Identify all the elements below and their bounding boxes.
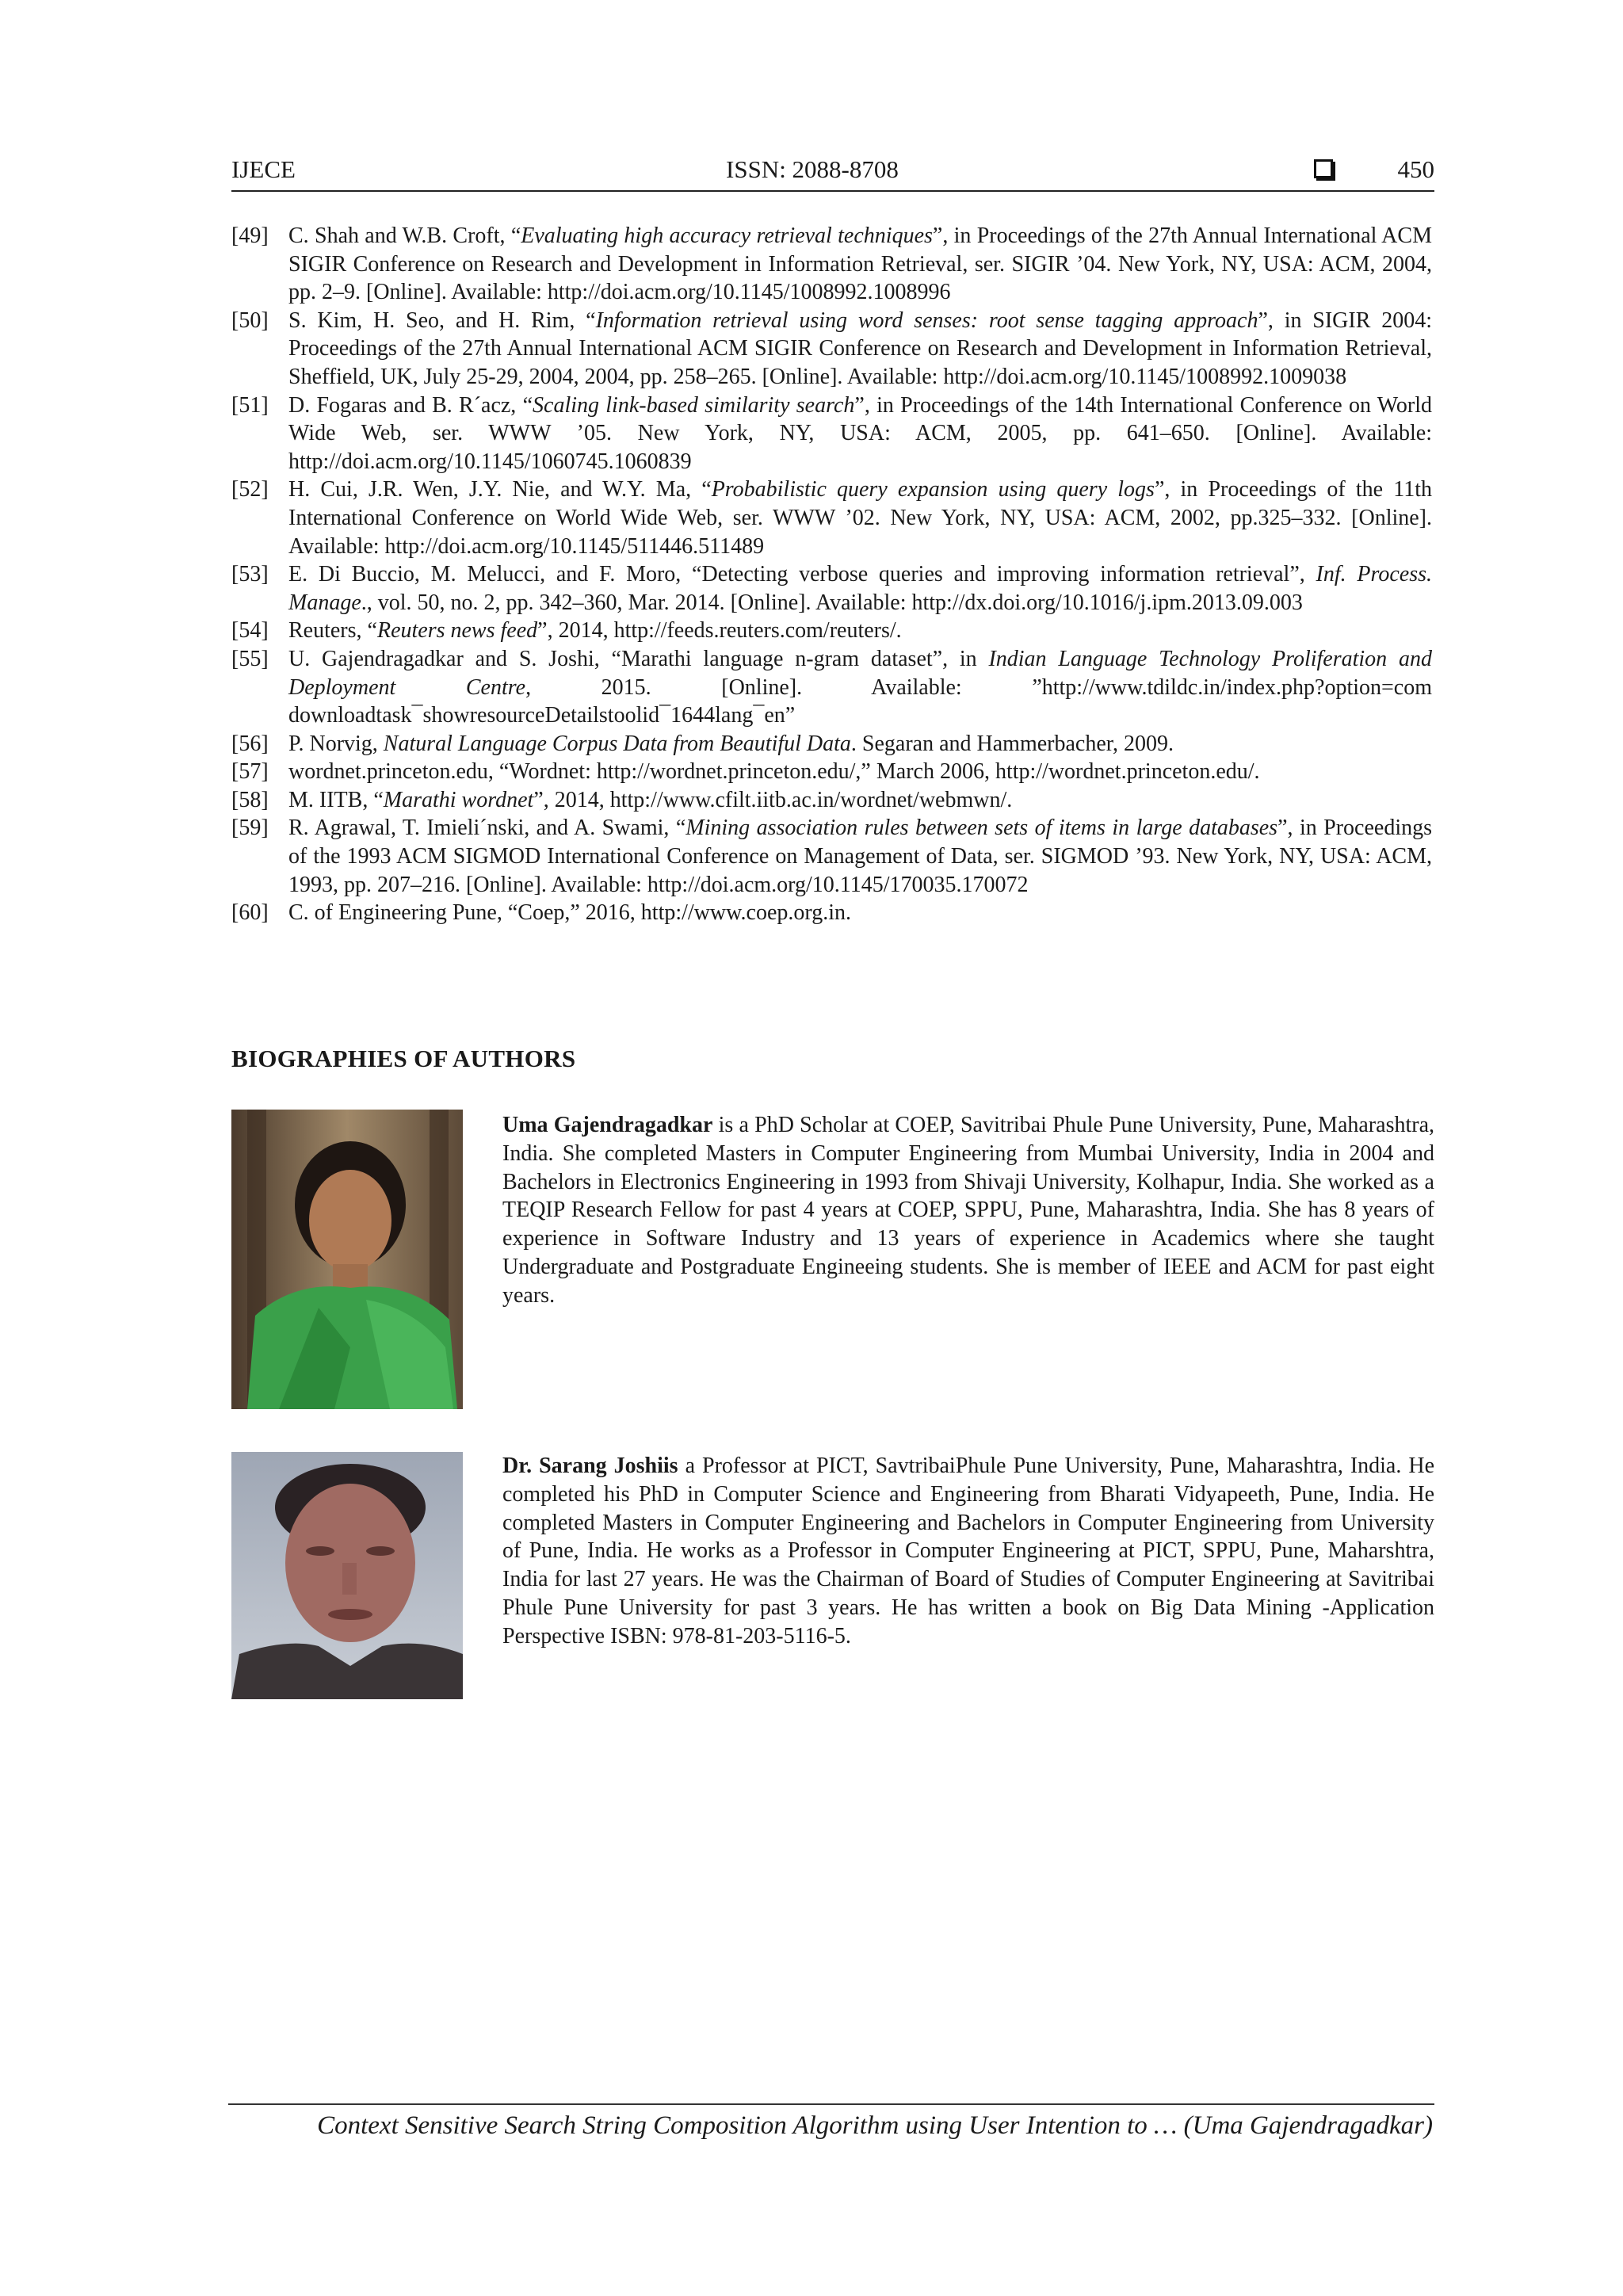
portrait-illustration — [231, 1110, 463, 1409]
reference-text: M. IITB, “Marathi wordnet”, 2014, http://www.cfilt.iitb.ac.in/wordnet/webmwn/. — [288, 787, 1013, 812]
footer-divider — [228, 2103, 1434, 2105]
reference-text: E. Di Buccio, M. Melucci, and F. Moro, “Detecting verbose queries and improving information retrieval”, Inf. Process. Manage., vol. 50, no. 2, pp. 342–360, Mar. 2014. [Online]. Available: http://dx.doi.org/10.1016/j.ipm.2013.09.003 — [288, 562, 1432, 615]
reference-title: Mining association rules between sets of items in large databases — [685, 816, 1278, 841]
author-photo-uma-gajendragadkar — [231, 1110, 463, 1409]
reference-item — [231, 307, 1432, 392]
reference-item — [231, 392, 1432, 476]
page-number: 450 — [1397, 155, 1434, 183]
reference-number: [49] — [231, 223, 269, 248]
reference-title: Natural Language Corpus Data from Beautiful Data — [383, 731, 851, 756]
biographies-heading: BIOGRAPHIES OF AUTHORS — [231, 1045, 576, 1072]
reference-number: [51] — [231, 392, 269, 418]
checkbox-square-icon — [1314, 159, 1333, 178]
reference-item — [231, 814, 1432, 899]
reference-title: Reuters news feed — [376, 618, 538, 644]
reference-item — [231, 222, 1432, 307]
reference-item — [231, 617, 1432, 645]
reference-text: wordnet.princeton.edu, “Wordnet: http://wordnet.princeton.edu/,” March 2006, http://wordnet.princeton.edu/. — [288, 759, 1260, 785]
reference-text: H. Cui, J.R. Wen, J.Y. Nie, and W.Y. Ma, “Probabilistic query expansion using query logs”, in Proceedings of the 11th International Conference on World Wide Web, ser. WWW ’02. New York, NY, USA: ACM, 2002, pp.325–332. [Online]. Available: http://doi.acm.org/10.1145/511446.511489 — [288, 477, 1432, 559]
reference-item — [231, 476, 1432, 560]
reference-item — [231, 786, 1432, 815]
portrait-illustration — [231, 1452, 463, 1699]
reference-text: S. Kim, H. Seo, and H. Rim, “Information retrieval using word senses: root sense tagging approach”, in SIGIR 2004: Proceedings of the 27th Annual International ACM SIGIR Conference on Research and Development in Information Retrieval, Sheffield, UK, July 25-29, 2004, 2004, pp. 258–265. [Online]. Available: http://doi.acm.org/10.1145/1008992.1009038 — [288, 308, 1432, 389]
reference-title: Probabilistic query expansion using query logs — [711, 477, 1155, 502]
reference-number: [56] — [231, 731, 269, 756]
reference-text: C. of Engineering Pune, “Coep,” 2016, http://www.coep.org.in. — [288, 900, 851, 926]
reference-item — [231, 645, 1432, 730]
reference-text: Reuters, “Reuters news feed”, 2014, http://feeds.reuters.com/reuters/. — [288, 618, 902, 644]
reference-item — [231, 730, 1432, 758]
reference-number: [60] — [231, 900, 269, 926]
reference-number: [50] — [231, 308, 269, 333]
reference-title: Indian Language Technology Proliferation and Deployment Centre — [288, 646, 1432, 700]
running-header — [231, 152, 1434, 192]
author-biography — [502, 1111, 1434, 1310]
author-photo-sarang-joshi — [231, 1452, 463, 1699]
journal-name: IJECE — [231, 155, 296, 183]
reference-text: P. Norvig, Natural Language Corpus Data from Beautiful Data. Segaran and Hammerbacher, 2009. — [288, 731, 1174, 756]
reference-number: [55] — [231, 646, 269, 671]
reference-title: Scaling link-based similarity search — [533, 392, 855, 418]
reference-text: C. Shah and W.B. Croft, “Evaluating high accuracy retrieval techniques”, in Proceedings of the 27th Annual International ACM SIGIR Conference on Research and Development in Information Retrieval, ser. SIGIR ’04. New York, NY, USA: ACM, 2004, pp. 2–9. [Online]. Available: http://doi.acm.org/10.1145/1008992.1008996 — [288, 223, 1432, 305]
reference-item — [231, 899, 1432, 927]
reference-text: D. Fogaras and B. R´acz, “Scaling link-based similarity search”, in Proceedings of the 14th International Conference on World Wide Web, ser. WWW ’05. New York, NY, USA: ACM, 2005, pp. 641–650. [Online]. Available: http://doi.acm.org/10.1145/1060745.1060839 — [288, 392, 1433, 474]
reference-title: Evaluating high accuracy retrieval techniques — [521, 223, 933, 248]
reference-number: [53] — [231, 562, 269, 587]
reference-item — [231, 758, 1432, 786]
reference-title: Inf. Process. Manage — [288, 562, 1432, 615]
running-footer: Context Sensitive Search String Composition Algorithm using User Intention to … (Uma Gajendragadkar) — [317, 2111, 1433, 2140]
reference-title: Information retrieval using word senses: root sense tagging approach — [595, 308, 1258, 333]
author-name: Dr. Sarang Joshiis — [502, 1454, 678, 1478]
reference-number: [52] — [231, 477, 269, 502]
reference-number: [57] — [231, 759, 269, 785]
author-biography — [502, 1452, 1434, 1651]
reference-text: R. Agrawal, T. Imieli´nski, and A. Swami, “Mining association rules between sets of items in large databases”, in Proceedings of the 1993 ACM SIGMOD International Conference on Management of Data, ser. SIGMOD ’93. New York, NY, USA: ACM, 1993, pp. 207–216. [Online]. Available: http://doi.acm.org/10.1145/170035.170072 — [288, 816, 1433, 897]
author-bio-text: a Professor at PICT, SavtribaiPhule Pune University, Pune, Maharashtra, India. He completed his PhD in Computer Science and Engineering from Bharati Vidyapeeth, Pune, India. He completed Masters in Computer Engineering and Bachelors in Computer Engineering from University of Pune, India. He works as a Professor in Computer Engineering at PICT, SPPU, Pune, Maharshtra, India for last 27 years. He was the Chairman of Board of Studies of Computer Engineering at Savitribai Phule Pune University for past 3 years. He has written a book on Big Data Mining -Application Perspective ISBN: 978-81-203-5116-5. — [502, 1454, 1435, 1648]
author-name: Uma Gajendragadkar — [502, 1113, 713, 1137]
reference-number: [58] — [231, 787, 269, 812]
reference-number: [59] — [231, 816, 269, 841]
reference-title: Marathi wordnet — [383, 787, 534, 812]
reference-text: U. Gajendragadkar and S. Joshi, “Marathi language n-gram dataset”, in Indian Language Technology Proliferation and Deployment Centre, 2015. [Online]. Available: ”http://www.tdildc.in/index.php?option=com downloadtask¯showresourceDetailstoolid¯1644lang¯en” — [288, 646, 1432, 728]
issn: ISSN: 2088-8708 — [726, 155, 899, 183]
reference-number: [54] — [231, 618, 269, 644]
author-bio-text: is a PhD Scholar at COEP, Savitribai Phule Pune University, Pune, Maharashtra, India. She completed Masters in Computer Engineering from Mumbai University, India in 2004 and Bachelors in Electronics Engineering in 1993 from Shivaji University, Kolhapur, India. She worked as a TEQIP Research Fellow for past 4 years at COEP, SPPU, Pune, Maharashtra, India. She has 8 years of experience in Software Industry and 13 years of experience in Academics where she taught Undergraduate and Postgraduate Engineeing students. She is member of IEEE and ACM for past eight years. — [502, 1113, 1434, 1308]
reference-item — [231, 560, 1432, 617]
reference-list — [231, 222, 1432, 927]
